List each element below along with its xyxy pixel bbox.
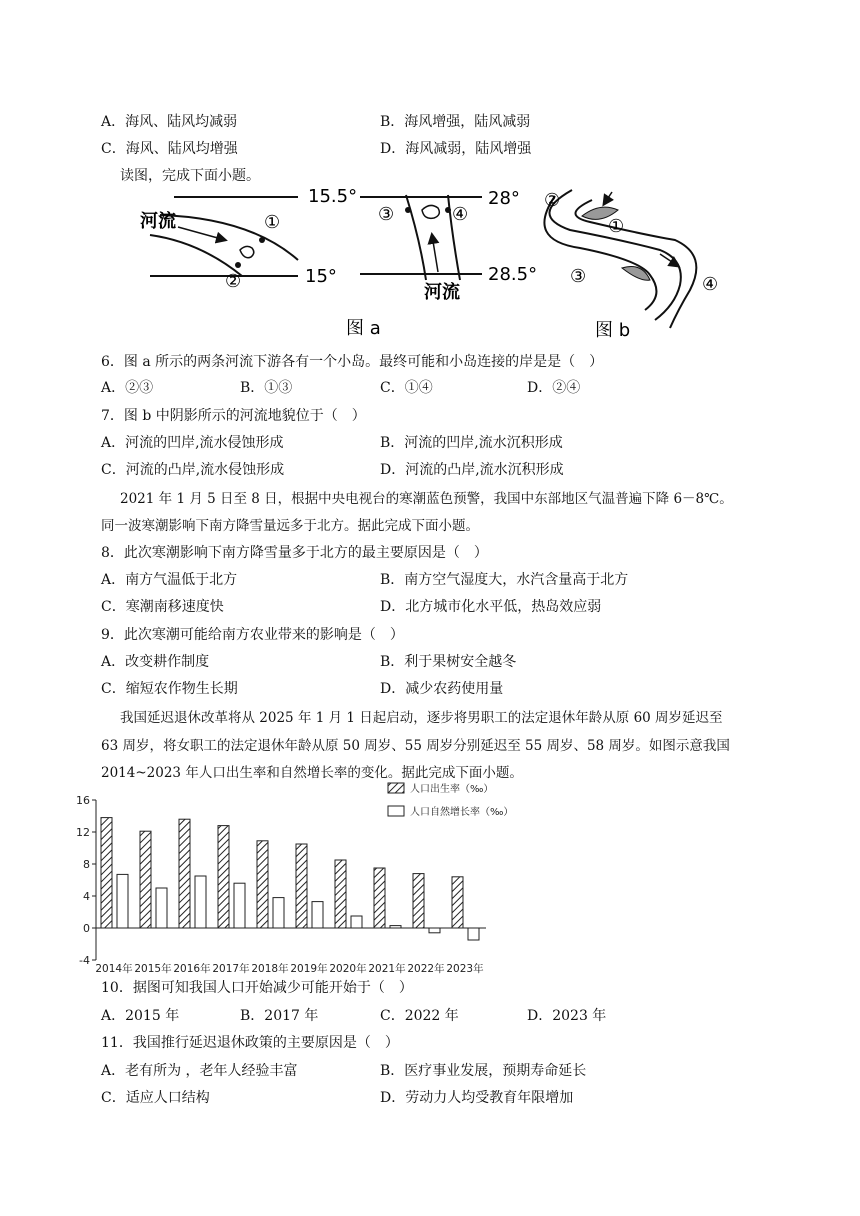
marker-2-left: ② bbox=[225, 271, 242, 292]
river-figure bbox=[130, 180, 730, 345]
bar-natural-growth-rate bbox=[117, 874, 128, 928]
flow-arrow-left bbox=[178, 227, 225, 240]
lat-label-top-left: 15.5° bbox=[308, 186, 358, 207]
q11-option-b: B．医疗事业发展，预期寿命延长 bbox=[380, 1063, 587, 1079]
bar-birth-rate bbox=[179, 819, 190, 928]
legend-swatch-birth-rate bbox=[388, 783, 404, 793]
bar-birth-rate bbox=[335, 860, 346, 928]
paragraph-cold-wave-line-1: 2021 年 1 月 5 日至 8 日，根据中央电视台的寒潮蓝色预警，我国中东部地区气温普遍下降 6－8℃。 bbox=[120, 491, 733, 507]
marker-4-b: ④ bbox=[702, 274, 719, 295]
x-tick-label: 2018年 bbox=[251, 963, 289, 975]
marker-1-left: ① bbox=[264, 212, 281, 233]
lat-label-bottom-left: 15° bbox=[305, 266, 337, 287]
x-tick-label: 2017年 bbox=[212, 963, 250, 975]
bar-birth-rate bbox=[218, 826, 229, 928]
y-tick-label: -4 bbox=[79, 954, 90, 967]
caption-fig-a: 图 a bbox=[346, 318, 381, 339]
q7-option-d: D．河流的凸岸,流水沉积形成 bbox=[380, 462, 564, 478]
q9-option-c: C．缩短农作物生长期 bbox=[101, 681, 238, 697]
bar-birth-rate bbox=[140, 831, 151, 928]
y-tick-label: 12 bbox=[76, 826, 90, 839]
bar-natural-growth-rate bbox=[156, 888, 167, 928]
bar-natural-growth-rate bbox=[312, 902, 323, 928]
q6-option-c: C．①④ bbox=[380, 380, 433, 396]
lat-label-top-right: 28° bbox=[488, 188, 520, 209]
marker-4-a: ④ bbox=[452, 204, 469, 225]
bar-natural-growth-rate bbox=[468, 928, 479, 940]
population-chart bbox=[70, 778, 514, 976]
q9-stem: 9．此次寒潮可能给南方农业带来的影响是（ ） bbox=[101, 627, 404, 643]
marker-1-b: ① bbox=[608, 216, 625, 237]
caption-fig-b: 图 b bbox=[595, 320, 631, 341]
flow-arrow-b-1 bbox=[604, 192, 612, 204]
q9-option-b: B．利于果树安全越冬 bbox=[380, 654, 517, 670]
y-tick-label: 0 bbox=[83, 922, 90, 935]
island-left bbox=[240, 246, 254, 257]
bar-natural-growth-rate bbox=[429, 928, 440, 933]
q10-option-d: D．2023 年 bbox=[527, 1008, 607, 1024]
q10-option-b: B．2017 年 bbox=[240, 1008, 319, 1024]
bar-natural-growth-rate bbox=[234, 883, 245, 928]
x-tick-label: 2023年 bbox=[446, 963, 484, 975]
marker-3-b: ③ bbox=[570, 266, 587, 287]
bar-natural-growth-rate bbox=[195, 876, 206, 928]
paragraph-retire-line-3: 2014~2023 年人口出生率和自然增长率的变化。据此完成下面小题。 bbox=[101, 765, 523, 781]
legend-label-growth-rate: 人口自然增长率（‰） bbox=[410, 807, 514, 818]
q7-option-b: B．河流的凹岸,流水沉积形成 bbox=[380, 435, 563, 451]
q9-option-a: A．改变耕作制度 bbox=[101, 654, 210, 670]
point-4-dot bbox=[445, 207, 451, 213]
figure-intro: 读图，完成下面小题。 bbox=[120, 168, 260, 184]
q11-stem: 11．我国推行延迟退休政策的主要原因是（ ） bbox=[101, 1035, 399, 1051]
bar-natural-growth-rate bbox=[273, 898, 284, 928]
q8-stem: 8．此次寒潮影响下南方降雪量多于北方的最主要原因是（ ） bbox=[101, 545, 488, 561]
marker-3-a: ③ bbox=[378, 204, 395, 225]
q10-option-a: A．2015 年 bbox=[101, 1008, 180, 1024]
paragraph-retire-line-2: 63 周岁，将女职工的法定退休年龄从原 50 周岁、55 周岁分别延迟至 55 周岁、58 周岁。如图示意我国 bbox=[101, 738, 730, 754]
x-tick-label: 2021年 bbox=[368, 963, 406, 975]
q10-option-c: C．2022 年 bbox=[380, 1008, 459, 1024]
q8-option-b: B．南方空气湿度大，水汽含量高于北方 bbox=[380, 572, 629, 588]
bar-birth-rate bbox=[452, 877, 463, 928]
legend-label-birth-rate: 人口出生率（‰） bbox=[410, 784, 494, 795]
q8-option-d: D．北方城市化水平低，热岛效应弱 bbox=[380, 599, 602, 615]
river-label-right: 河流 bbox=[424, 282, 460, 303]
point-1-dot bbox=[259, 237, 265, 243]
q7-option-a: A．河流的凹岸,流水侵蚀形成 bbox=[101, 435, 284, 451]
q6-stem: 6．图 a 所示的两条河流下游各有一个小岛。最终可能和小岛连接的岸是是（ ） bbox=[101, 354, 604, 370]
paragraph-retire-line-1: 我国延迟退休改革将从 2025 年 1 月 1 日起启动，逐步将男职工的法定退休年龄从原 60 周岁延迟至 bbox=[120, 710, 723, 726]
q8-option-c: C．寒潮南移速度快 bbox=[101, 599, 224, 615]
q5-option-c: C．海风、陆风均增强 bbox=[101, 141, 238, 157]
bar-natural-growth-rate bbox=[351, 916, 362, 928]
q11-option-d: D．劳动力人均受教育年限增加 bbox=[380, 1090, 574, 1106]
bar-birth-rate bbox=[296, 844, 307, 928]
x-tick-label: 2015年 bbox=[134, 963, 172, 975]
y-tick-label: 8 bbox=[83, 858, 90, 871]
q6-option-d: D．②④ bbox=[527, 380, 581, 396]
q7-option-c: C．河流的凸岸,流水侵蚀形成 bbox=[101, 462, 285, 478]
bar-birth-rate bbox=[374, 868, 385, 928]
lat-label-bottom-right: 28.5° bbox=[488, 264, 538, 285]
x-tick-label: 2019年 bbox=[290, 963, 328, 975]
q9-option-d: D．减少农药使用量 bbox=[380, 681, 504, 697]
point-3-dot bbox=[405, 207, 411, 213]
q7-stem: 7．图 b 中阴影所示的河流地貌位于（ ） bbox=[101, 408, 366, 424]
bar-birth-rate bbox=[413, 874, 424, 928]
bar-natural-growth-rate bbox=[390, 926, 401, 928]
q6-option-b: B．①③ bbox=[240, 380, 293, 396]
q11-option-c: C．适应人口结构 bbox=[101, 1090, 210, 1106]
river-label-left: 河流 bbox=[140, 211, 176, 232]
paragraph-cold-wave-line-2: 同一波寒潮影响下南方降雪量远多于北方。据此完成下面小题。 bbox=[101, 518, 479, 534]
bar-birth-rate bbox=[257, 841, 268, 928]
legend-swatch-growth-rate bbox=[388, 806, 404, 816]
q5-option-a: A．海风、陆风均减弱 bbox=[101, 114, 238, 130]
q11-option-a: A．老有所为 ，老年人经验丰富 bbox=[101, 1063, 298, 1079]
point-2-dot bbox=[235, 262, 241, 268]
point-bar-2 bbox=[622, 267, 650, 281]
y-tick-label: 4 bbox=[83, 890, 90, 903]
x-tick-label: 2016年 bbox=[173, 963, 211, 975]
river-bank-lower bbox=[150, 235, 242, 276]
q5-option-d: D．海风减弱，陆风增强 bbox=[380, 141, 532, 157]
marker-2-b: ② bbox=[544, 190, 561, 211]
x-tick-label: 2022年 bbox=[407, 963, 445, 975]
island-right bbox=[422, 205, 439, 218]
flow-arrow-right bbox=[432, 235, 438, 272]
bar-birth-rate bbox=[101, 818, 112, 928]
q10-stem: 10．据图可知我国人口开始减少可能开始于（ ） bbox=[101, 980, 413, 996]
q8-option-a: A．南方气温低于北方 bbox=[101, 572, 238, 588]
x-tick-label: 2020年 bbox=[329, 963, 367, 975]
q5-option-b: B．海风增强，陆风减弱 bbox=[380, 114, 531, 130]
x-tick-label: 2014年 bbox=[95, 963, 133, 975]
y-tick-label: 16 bbox=[76, 794, 90, 807]
q6-option-a: A．②③ bbox=[101, 380, 154, 396]
